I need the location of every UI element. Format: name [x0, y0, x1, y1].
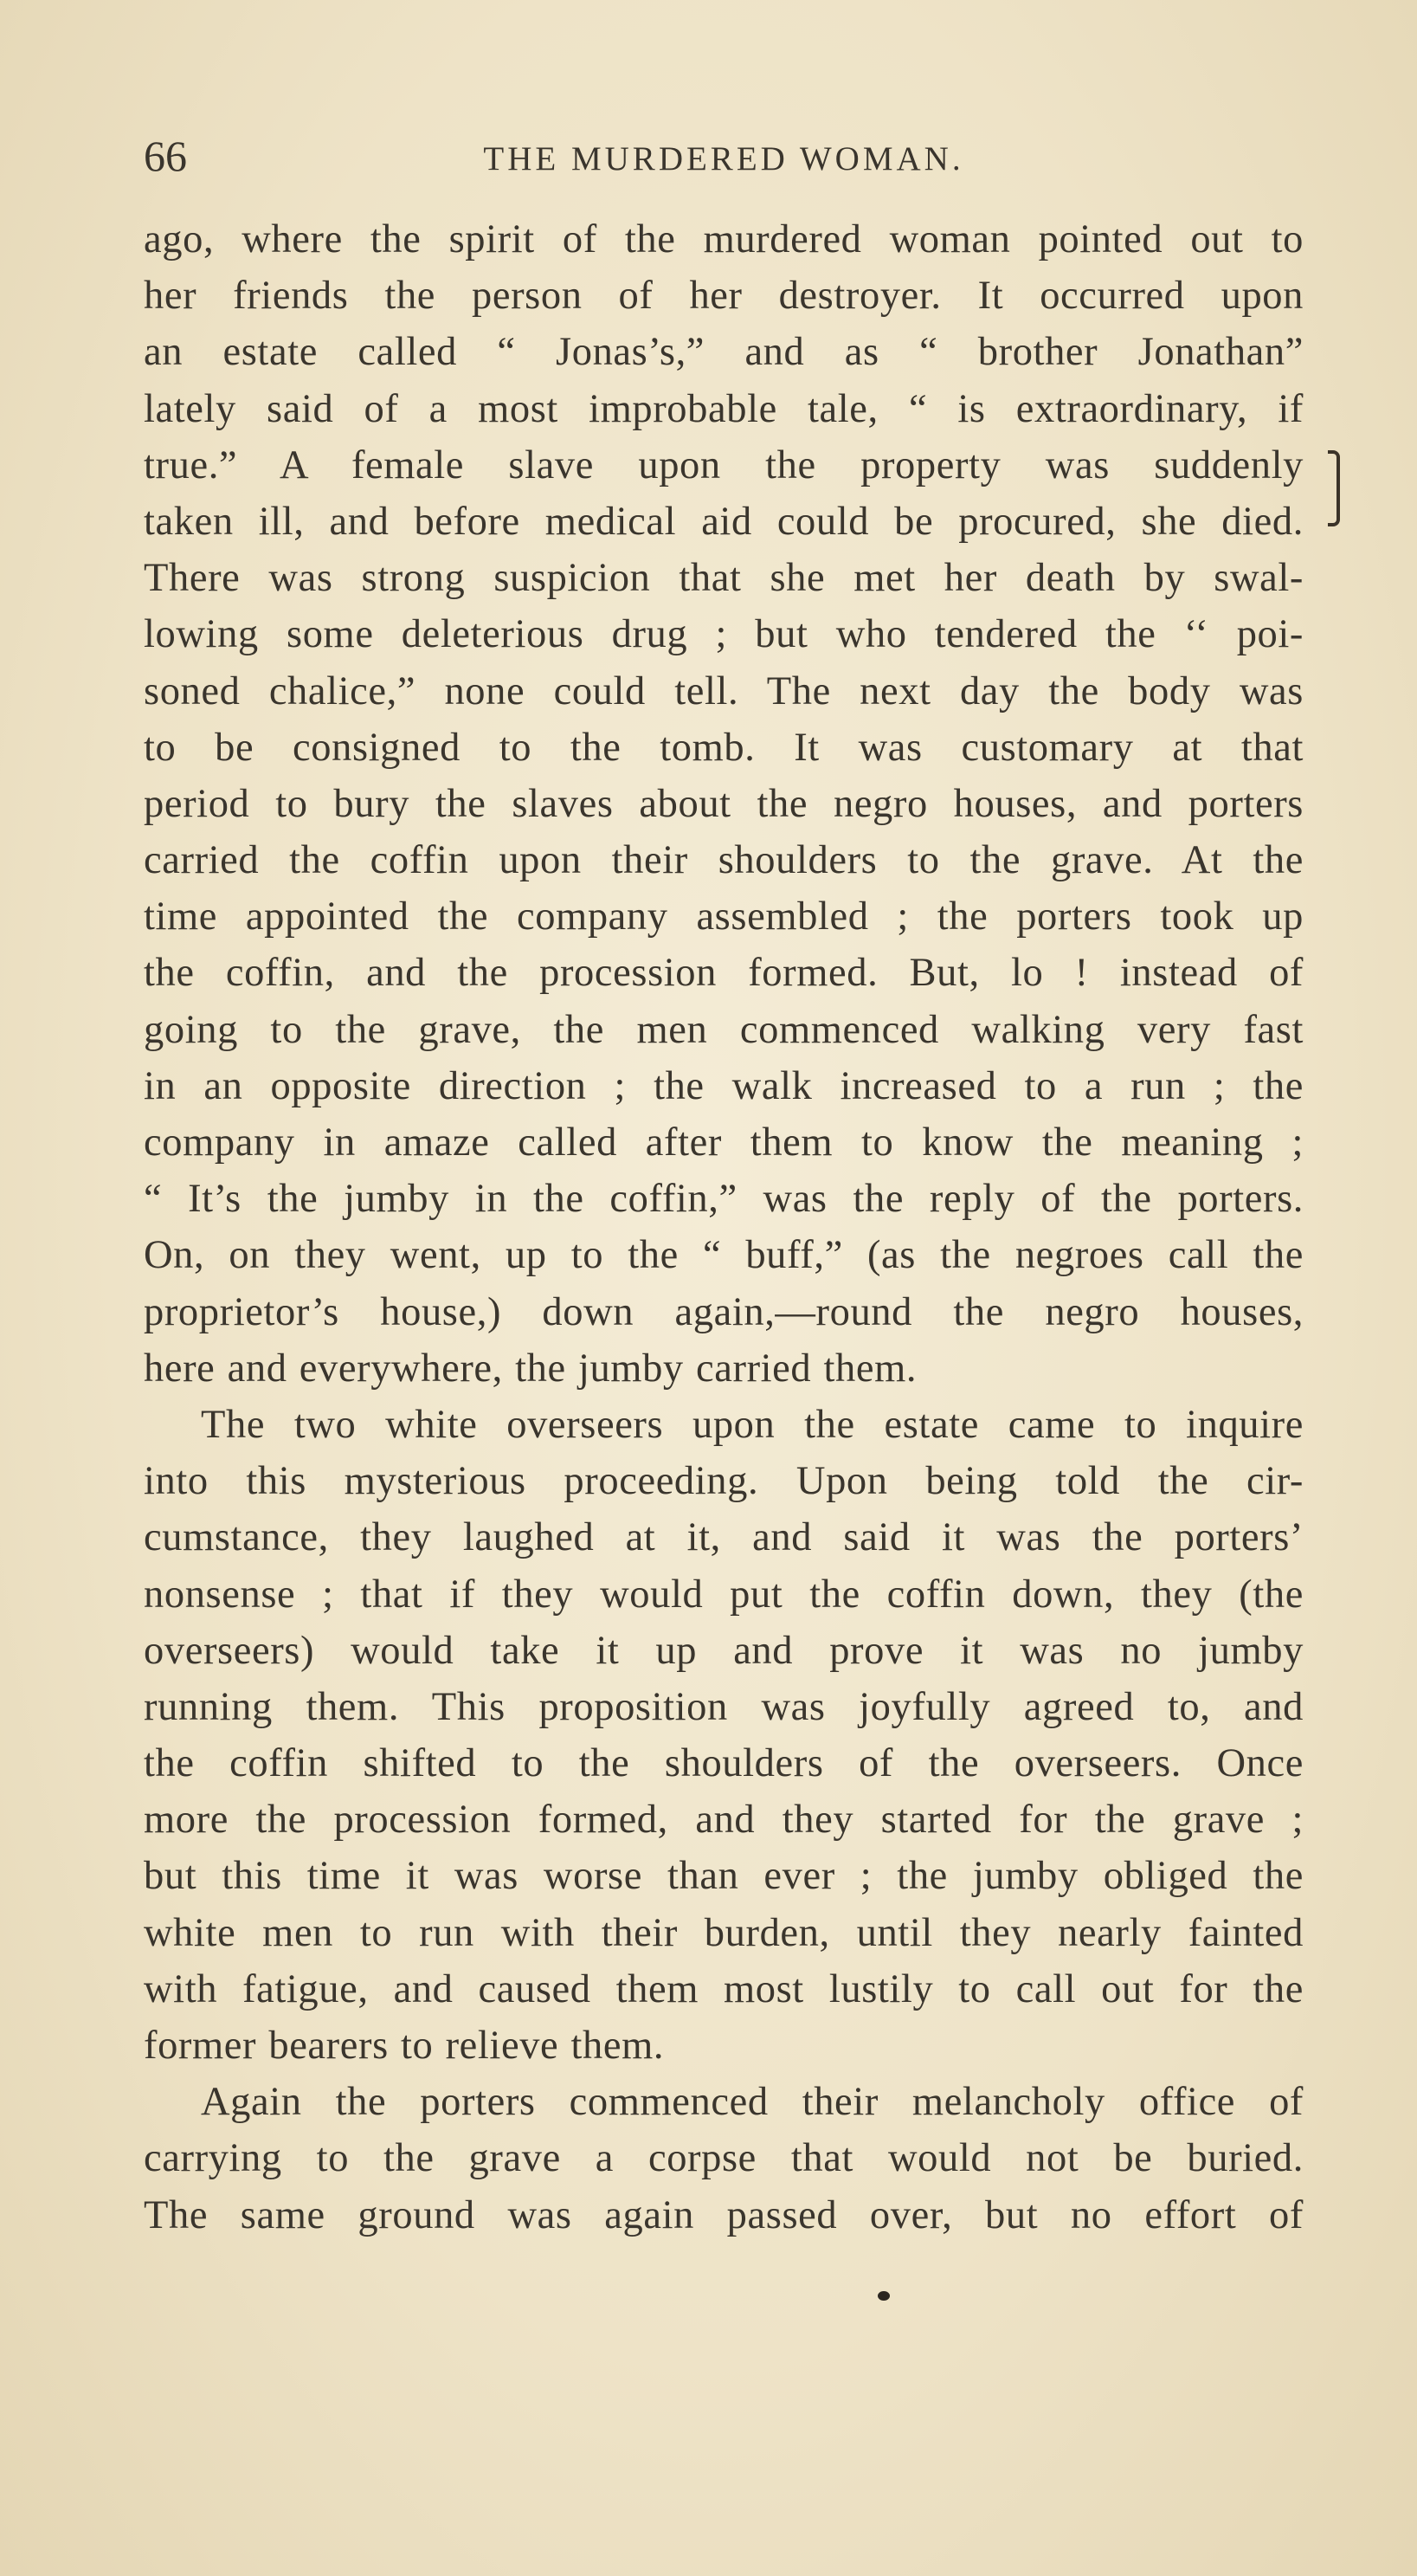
text-line: the coffin shifted to the shoulders of the overseers. Once — [144, 1741, 1304, 1786]
text-line: overseers) would take it up and prove it was no jumby — [144, 1628, 1304, 1673]
text-line: more the procession formed, and they started for the grave ; — [144, 1798, 1304, 1843]
text-line: here and everywhere, the jumby carried them. — [144, 1346, 918, 1391]
paragraph-first-line: The two white overseers upon the estate came to inquire — [201, 1402, 1304, 1447]
text-line: cumstance, they laughed at it, and said it was the porters’ — [144, 1515, 1304, 1560]
text-line: The same ground was again passed over, but no effort of — [144, 2192, 1304, 2237]
text-line: the coffin, and the procession formed. But, lo ! instead of — [144, 951, 1304, 996]
text-line: true.” A female slave upon the property was suddenly — [144, 442, 1304, 487]
text-line: to be consigned to the tomb. It was customary at that — [144, 725, 1304, 770]
text-line: an estate called “ Jonas’s,” and as “ brother Jonathan” — [144, 330, 1304, 375]
text-line: carrying to the grave a corpse that would not be buried. — [144, 2136, 1304, 2181]
text-line: There was strong suspicion that she met her death by swal- — [144, 556, 1304, 601]
paragraph-first-line: Again the porters commenced their melancholy office of — [201, 2080, 1304, 2125]
text-line: into this mysterious proceeding. Upon being told the cir- — [144, 1459, 1304, 1504]
text-line: but this time it was worse than ever ; the jumby obliged the — [144, 1854, 1304, 1899]
text-line: soned chalice,” none could tell. The next day the body was — [144, 668, 1304, 713]
text-line: with fatigue, and caused them most lustily to call out for the — [144, 1966, 1304, 2011]
text-line: taken ill, and before medical aid could be procured, she died. — [144, 499, 1304, 544]
text-line: ago, where the spirit of the murdered woman pointed out to — [144, 217, 1304, 261]
text-line: On, on they went, up to the “ buff,” (as the negroes call the — [144, 1233, 1304, 1278]
page-number: 66 — [144, 132, 187, 180]
body-text — [144, 211, 1304, 2244]
page-header — [144, 130, 1304, 182]
ink-blot — [878, 2291, 890, 2301]
text-line: her friends the person of her destroyer. It occurred upon — [144, 274, 1304, 319]
text-line: lowing some deleterious drug ; but who tendered the ‘‘ poi- — [144, 612, 1304, 657]
text-line: company in amaze called after them to know the meaning ; — [144, 1120, 1304, 1165]
text-line: “ It’s the jumby in the coffin,” was the reply of the porters. — [144, 1177, 1304, 1222]
text-line: proprietor’s house,) down again,—round the negro houses, — [144, 1289, 1304, 1334]
text-line: nonsense ; that if they would put the coffin down, they (the — [144, 1572, 1304, 1617]
text-line: going to the grave, the men commenced walking very fast — [144, 1007, 1304, 1052]
text-line: running them. This proposition was joyfully agreed to, and — [144, 1684, 1304, 1729]
text-line: period to bury the slaves about the negro houses, and porters — [144, 781, 1304, 826]
text-line: carried the coffin upon their shoulders to the grave. At the — [144, 838, 1304, 883]
text-line: lately said of a most improbable tale, “ is extraordinary, if — [144, 386, 1304, 431]
text-line: in an opposite direction ; the walk increased to a run ; the — [144, 1063, 1304, 1108]
text-line: white men to run with their burden, until they nearly fainted — [144, 1910, 1304, 1955]
margin-bracket-mark — [1328, 450, 1340, 526]
text-line: former bearers to relieve them. — [144, 2024, 665, 2068]
running-head: THE MURDERED WOMAN. — [483, 140, 964, 178]
text-line: time appointed the company assembled ; the porters took up — [144, 894, 1304, 939]
